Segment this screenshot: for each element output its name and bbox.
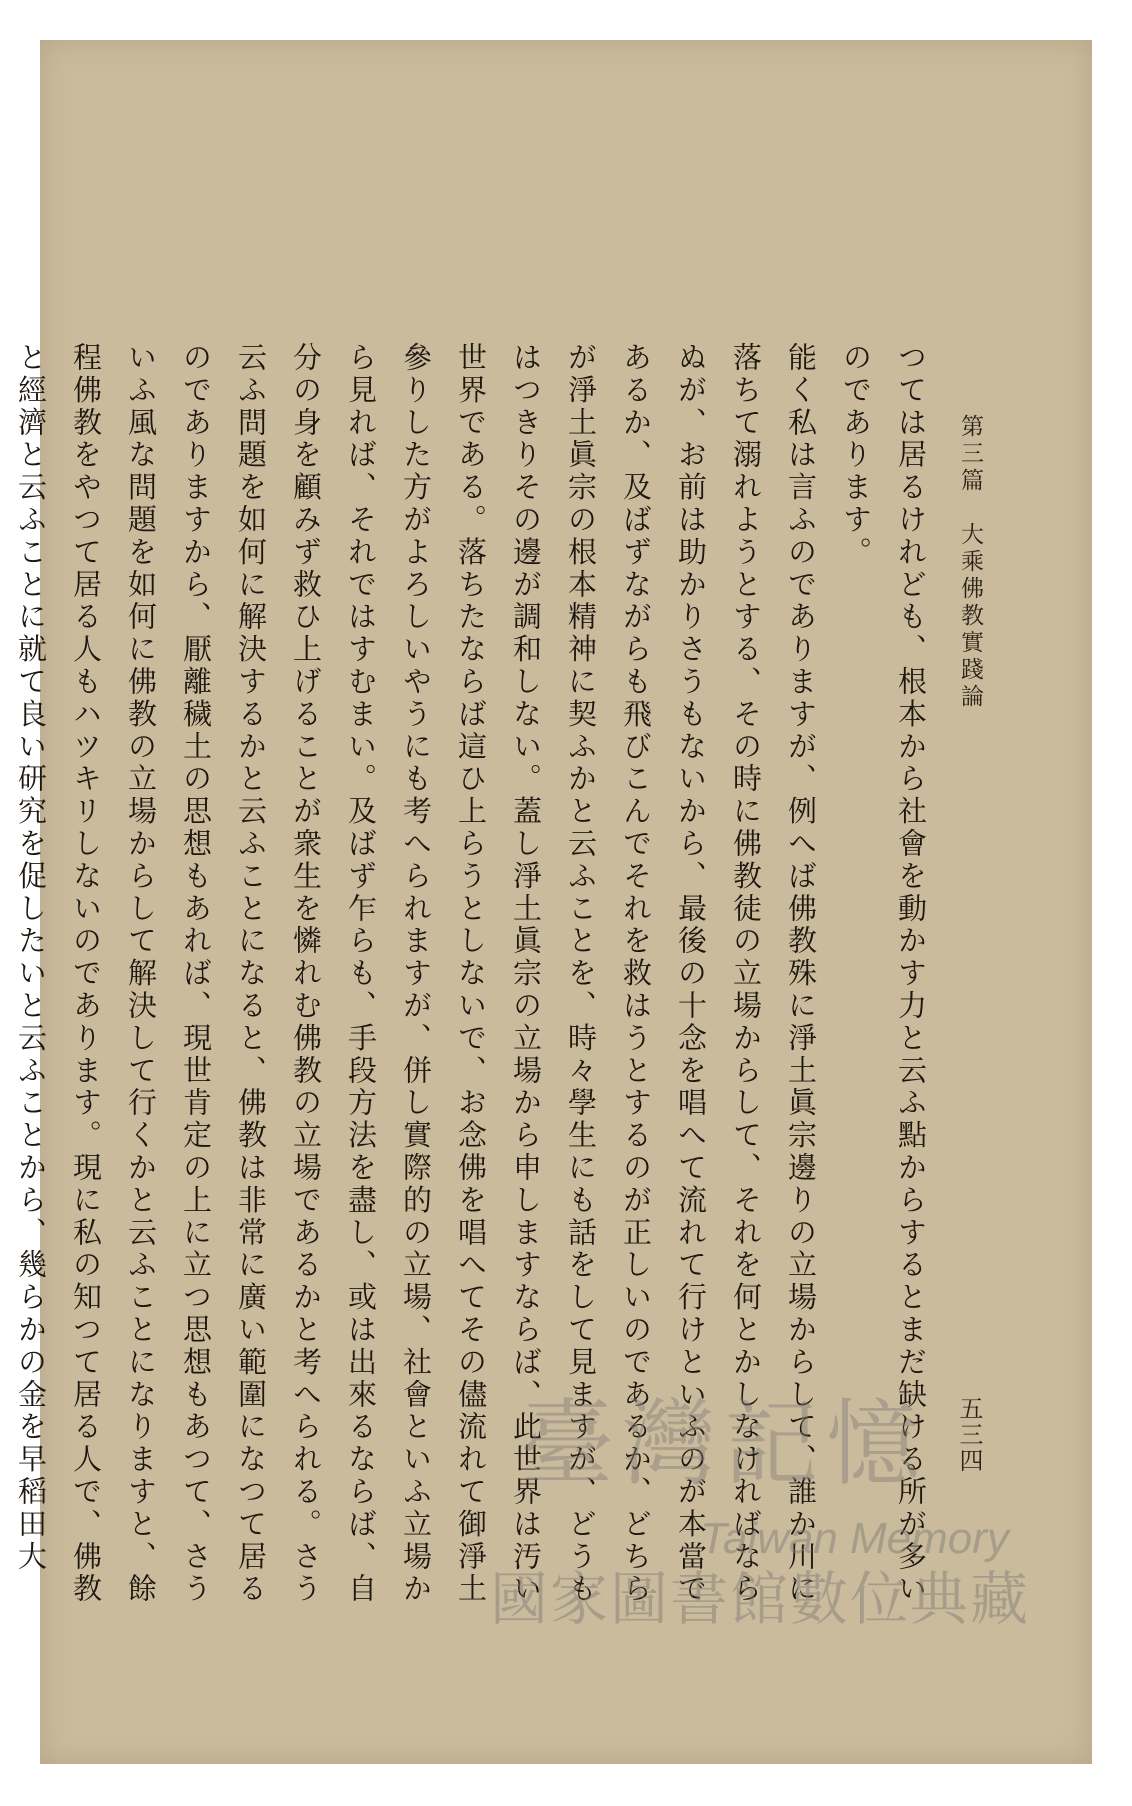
watermark-english: Taiwan Memory	[700, 1514, 1009, 1563]
paragraph-2: 能く私は言ふのでありますが、例へば佛教殊に淨土眞宗邊りの立場からして、誰か川に落ちて溺れようとする、その時に佛教徒の立場からして、それを何とかしなければならぬが、お前は助かりさうもないから、最後の十念を唱へて流れて行けといふのが本當であるか、及ばずながらも飛びこんでそれを救はうとするのが正しいのであるか、どちらが淨土眞宗の根本精神に契ふかと云ふことを、時々學生にも話をして見ますが、どうもはつきりその邊が調和しない。蓋し淨土眞宗の立場から申しますならば、此世界は汚い世界である。落ちたならば這ひ上らうとしないで、お念佛を唱へてその儘流れて御淨土參りした方がよろしいやうにも考へられますが、併し實際的の立場、社會といふ立場から見れば、それではすむまい。及ばず乍らも、手段方法を盡し、或は出來るならば、自分の身を顧みず救ひ上げることが衆生を憐れむ佛教の立場であるかと考へられる。さう云ふ問題を如何に解決するかと云ふことになると、佛教は非常に廣い範圍になつて居るのでありますから、厭離穢土の思想もあれば、現世肯定の上に立つ思想もあつて、さういふ風な問題を如何に佛教の立場からして解決して行くかと云ふことになりますと、餘程佛教をやつて居る人もハツキリしないのであります。現に私の知つて居る人で、佛教と經濟と云ふことに就て良い研究を促したいと云ふことから、幾らかの金を早稻田大	[14, 342, 818, 1606]
watermark-chinese: 國家圖書館數位典藏	[490, 1565, 1031, 1633]
running-header: 第三篇 大乘佛教實踐論	[957, 414, 983, 711]
page-number: 五三四	[955, 1396, 983, 1474]
book-page	[14, 40, 1092, 1764]
watermark-logo: 臺灣記憶	[520, 1390, 929, 1499]
paragraph-1: つては居るけれども、根本から社會を動かす力と云ふ點からするとまだ缺ける所が多いのであります。	[839, 342, 928, 1606]
